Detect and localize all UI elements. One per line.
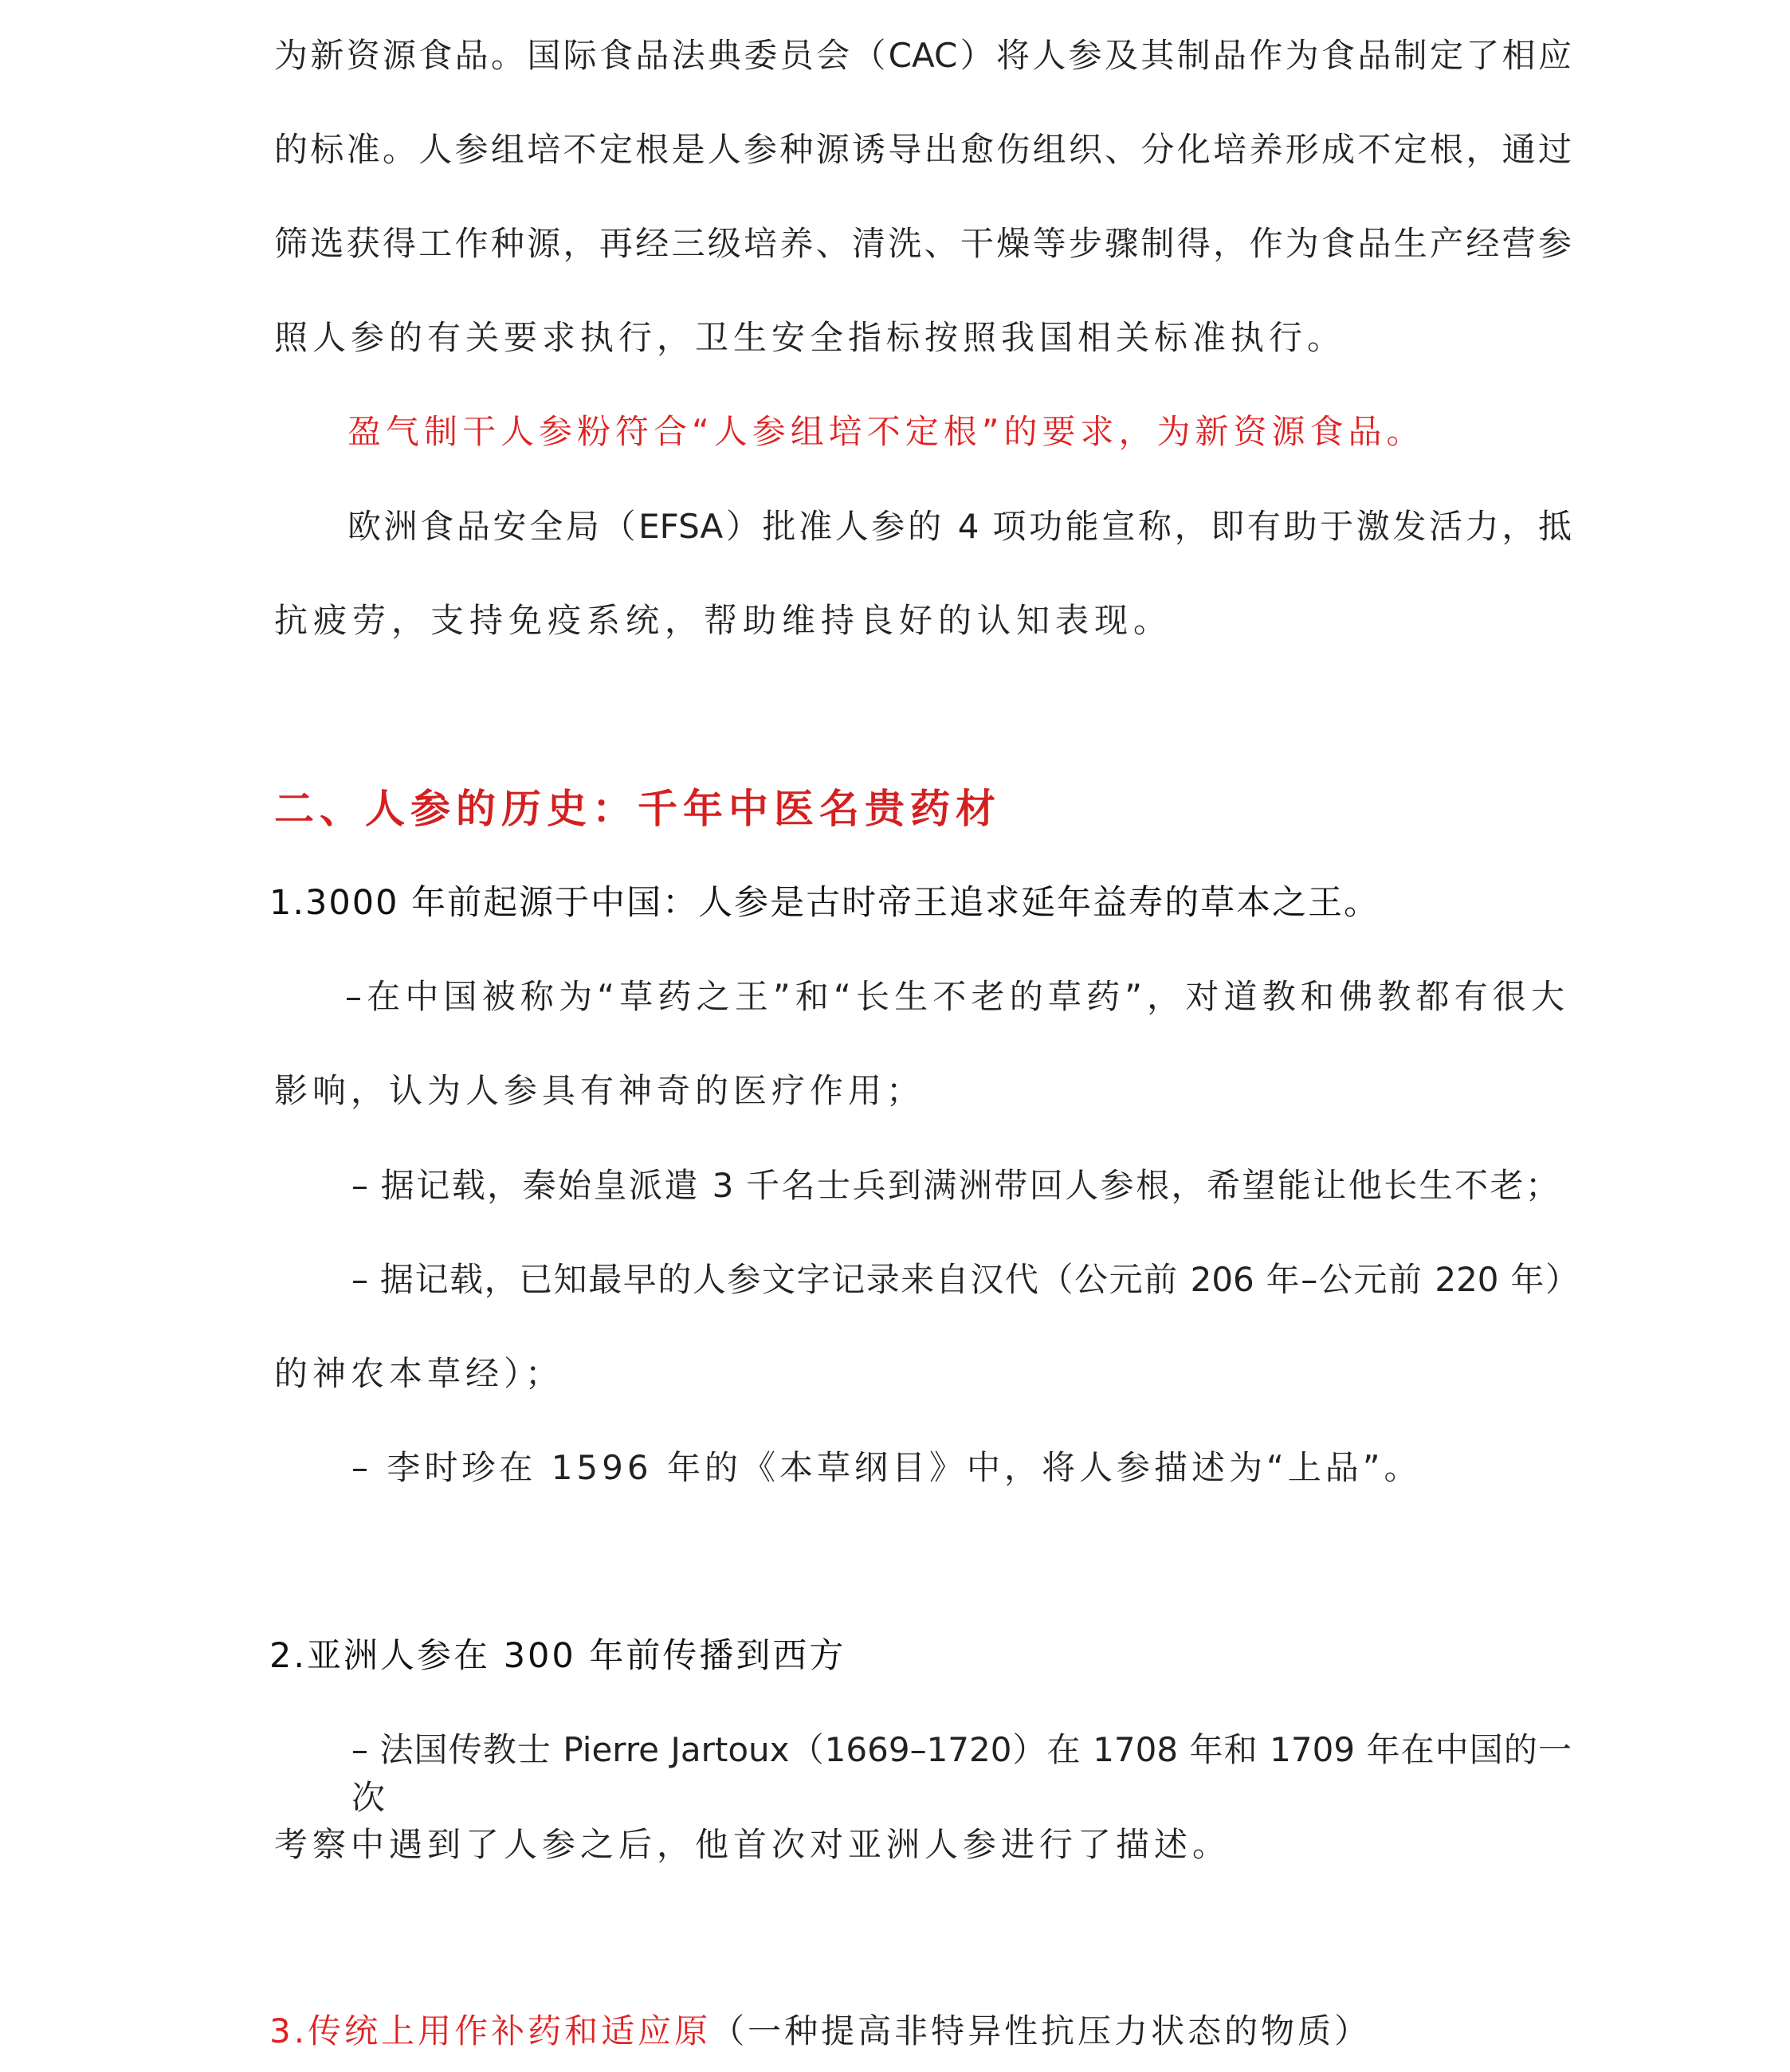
text-line: 为新资源食品。国际食品法典委员会（CAC）将人参及其制品作为食品制定了相应 [274, 36, 1572, 75]
item-3-title [269, 2007, 1371, 2055]
text-line: 欧洲食品安全局（EFSA）批准人参的 4 项功能宣称，即有助于激发活力，抵 [347, 507, 1572, 546]
item-3-title-note: （一种提高非特异性抗压力状态的物质） [711, 2011, 1372, 2050]
item-1-bullet: –在中国被称为“草药之王”和“长生不老的草药”，对道教和佛教都有很大 [345, 977, 1564, 1016]
item-1-title: 1.3000 年前起源于中国：人参是古时帝王追求延年益寿的草本之王。 [269, 883, 1380, 923]
item-2-bullet: – 法国传教士 Pierre Jartoux（1669–1720）在 1708 年和 1709 年在中国的一次 [351, 1730, 1572, 1817]
text-line: 抗疲劳，支持免疫系统，帮助维持良好的认知表现。 [274, 601, 1173, 640]
item-2-title: 2.亚洲人参在 300 年前传播到西方 [269, 1636, 846, 1676]
highlight-statement: 盈气制干人参粉符合“人参组培不定根”的要求，为新资源食品。 [347, 412, 1425, 451]
item-1-bullet: 影响，认为人参具有神奇的医疗作用； [274, 1071, 925, 1110]
text-line: 筛选获得工作种源，再经三级培养、清洗、干燥等步骤制得，作为食品生产经营参 [274, 224, 1572, 263]
item-3-title-highlight: 3.传统上用作补药和适应原 [269, 2011, 712, 2050]
text-line: 的标准。人参组培不定根是人参种源诱导出愈伤组织、分化培养形成不定根，通过 [274, 130, 1572, 169]
item-1-bullet: – 据记载，已知最早的人参文字记录来自汉代（公元前 206 年–公元前 220 年） [351, 1260, 1579, 1299]
item-2-bullet: 考察中遇到了人参之后，他首次对亚洲人参进行了描述。 [274, 1825, 1231, 1864]
item-1-bullet: – 李时珍在 1596 年的《本草纲目》中，将人参描述为“上品”。 [351, 1448, 1422, 1487]
item-1-bullet: – 据记载，秦始皇派遣 3 千名士兵到满洲带回人参根，希望能让他长生不老； [351, 1166, 1559, 1205]
item-1-bullet: 的神农本草经）； [274, 1354, 564, 1393]
section-heading: 二、人参的历史：千年中医名贵药材 [274, 786, 1001, 832]
text-line: 照人参的有关要求执行，卫生安全指标按照我国相关标准执行。 [274, 318, 1346, 357]
